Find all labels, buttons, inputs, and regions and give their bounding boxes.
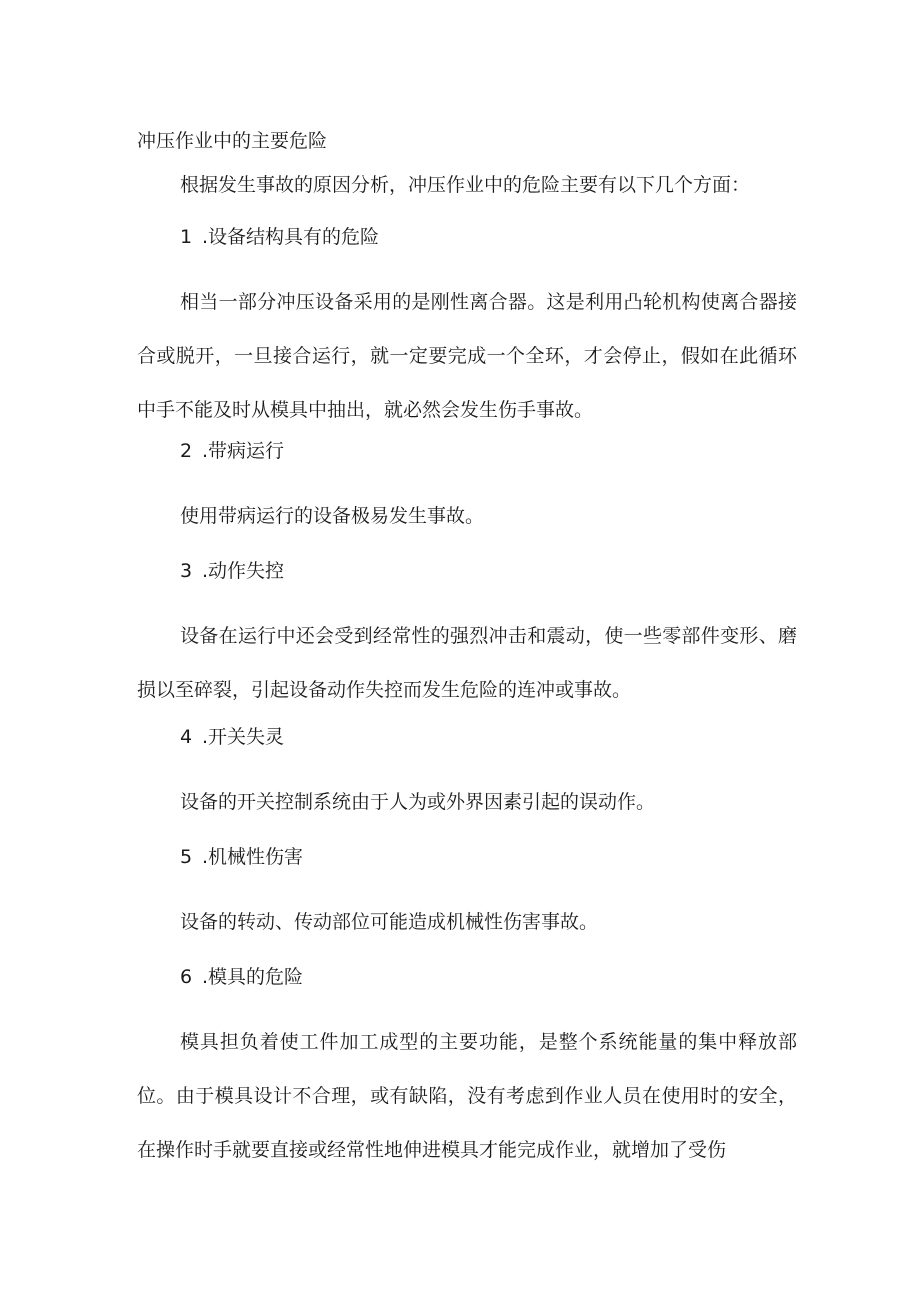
section-number: 6 (180, 966, 193, 988)
section-heading-text: .机械性伤害 (202, 846, 304, 868)
section-heading-text: .带病运行 (202, 440, 285, 462)
section-body-4: 设备的开关控制系统由于人为或外界因素引起的误动作。 (180, 791, 656, 813)
section-heading-2 (180, 437, 284, 465)
section-heading-4 (180, 723, 284, 751)
section-number: 1 (180, 226, 193, 248)
section-heading-text: .动作失控 (202, 560, 285, 582)
section-number: 2 (180, 440, 193, 462)
section-number: 3 (180, 560, 193, 582)
section-heading-1 (180, 223, 379, 251)
section-heading-text: .设备结构具有的危险 (202, 226, 380, 248)
section-heading-text: .开关失灵 (202, 726, 285, 748)
section-heading-text: .模具的危险 (202, 966, 304, 988)
section-body-3: 设备在运行中还会受到经常性的强烈冲击和震动，使一些零部件变形、磨损以至碎裂，引起设备动作失控而发生危险的连冲或事故。 (137, 625, 797, 701)
section-heading-5 (180, 843, 303, 871)
section-body-2: 使用带病运行的设备极易发生事故。 (180, 505, 485, 527)
section-heading-3 (180, 557, 284, 585)
document-title: 冲压作业中的主要危险 (137, 130, 328, 152)
section-number: 4 (180, 726, 193, 748)
section-number: 5 (180, 846, 193, 868)
section-body-5: 设备的转动、传动部位可能造成机械性伤害事故。 (180, 911, 599, 933)
section-body-6: 模具担负着使工件加工成型的主要功能，是整个系统能量的集中释放部位。由于模具设计不合理，或有缺陷，没有考虑到作业人员在使用时的安全，在操作时手就要直接或经常性地伸进模具才能完成作业，就增加了受伤 (137, 1031, 797, 1161)
intro-paragraph: 根据发生事故的原因分析，冲压作业中的危险主要有以下几个方面： (180, 174, 751, 196)
section-heading-6 (180, 963, 303, 991)
section-body-1: 相当一部分冲压设备采用的是刚性离合器。这是利用凸轮机构使离合器接合或脱开，一旦接合运行，就一定要完成一个全环，才会停止，假如在此循环中手不能及时从模具中抽出，就必然会发生伤手事故。 (137, 291, 797, 421)
